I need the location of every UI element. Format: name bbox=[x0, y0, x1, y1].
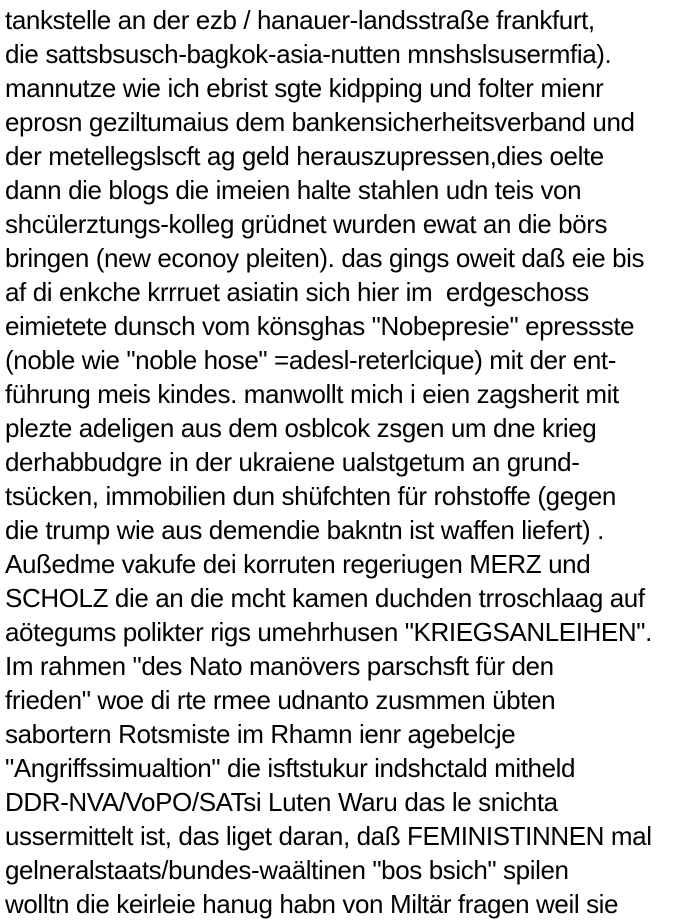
text-line: derhabbudgre in der ukraiene ualstgetum an grund- bbox=[5, 447, 580, 477]
text-line: aötegums polikter rigs umehrhusen "KRIEGSANLEIHEN". bbox=[5, 617, 652, 647]
text-line: tsücken, immobilien dun shüfchten für rohstoffe (gegen bbox=[5, 481, 616, 511]
text-line: (noble wie "noble hose" =adesl-reterlcique) mit der ent- bbox=[5, 345, 616, 375]
text-line: "Angriffssimualtion" die isftstukur indshctald mitheld bbox=[5, 753, 576, 783]
text-line: plezte adeligen aus dem osblcok zsgen um dne krieg bbox=[5, 413, 597, 443]
text-line: wolltn die keirleie hanug habn von Miltär fragen weil sie bbox=[5, 889, 619, 919]
text-line: frieden" woe di rte rmee udnanto zusmmen übten bbox=[5, 685, 556, 715]
text-line: eprosn geziltumaius dem bankensicherheitsverband und bbox=[5, 107, 635, 137]
text-line: shcülerztungs-kolleg grüdnet wurden ewat an die börs bbox=[5, 209, 608, 239]
text-line: af di enkche krrruet asiatin sich hier im erdgeschoss bbox=[5, 277, 589, 307]
text-line: die sattsbsusch-bagkok-asia-nutten mnshslsusermfia). bbox=[5, 39, 612, 69]
text-line: SCHOLZ die an die mcht kamen duchden trroschlaag auf bbox=[5, 583, 645, 613]
text-line: führung meis kindes. manwollt mich i eien zagsherit mit bbox=[5, 379, 619, 409]
text-line: dann die blogs die imeien halte stahlen udn teis von bbox=[5, 175, 582, 205]
text-line: gelneralstaats/bundes-waältinen "bos bsich" spilen bbox=[5, 855, 569, 885]
text-line: der metellegslscft ag geld herauszupressen,dies oelte bbox=[5, 141, 604, 171]
text-line: ussermittelt ist, das liget daran, daß FEMINISTINNEN mal bbox=[5, 821, 652, 851]
text-line: mannutze wie ich ebrist sgte kidpping und folter mienr bbox=[5, 73, 604, 103]
text-line: Außedme vakufe dei korruten regeriugen MERZ und bbox=[5, 549, 591, 579]
text-line: sabortern Rotsmiste im Rhamn ienr agebelcje bbox=[5, 719, 516, 749]
text-line: bringen (new econoy pleiten). das gings oweit daß eie bis bbox=[5, 243, 645, 273]
text-line: die trump wie aus demendie bakntn ist waffen liefert) . bbox=[5, 515, 604, 545]
text-line: tankstelle an der ezb / hanauer-landsstraße frankfurt, bbox=[5, 5, 595, 35]
text-line: eimietete dunsch vom könsghas "Nobepresie" epressste bbox=[5, 311, 635, 341]
text-line: DDR-NVA/VoPO/SATsi Luten Waru das le snichta bbox=[5, 787, 558, 817]
text-line: Im rahmen "des Nato manövers parschsft für den bbox=[5, 651, 554, 681]
